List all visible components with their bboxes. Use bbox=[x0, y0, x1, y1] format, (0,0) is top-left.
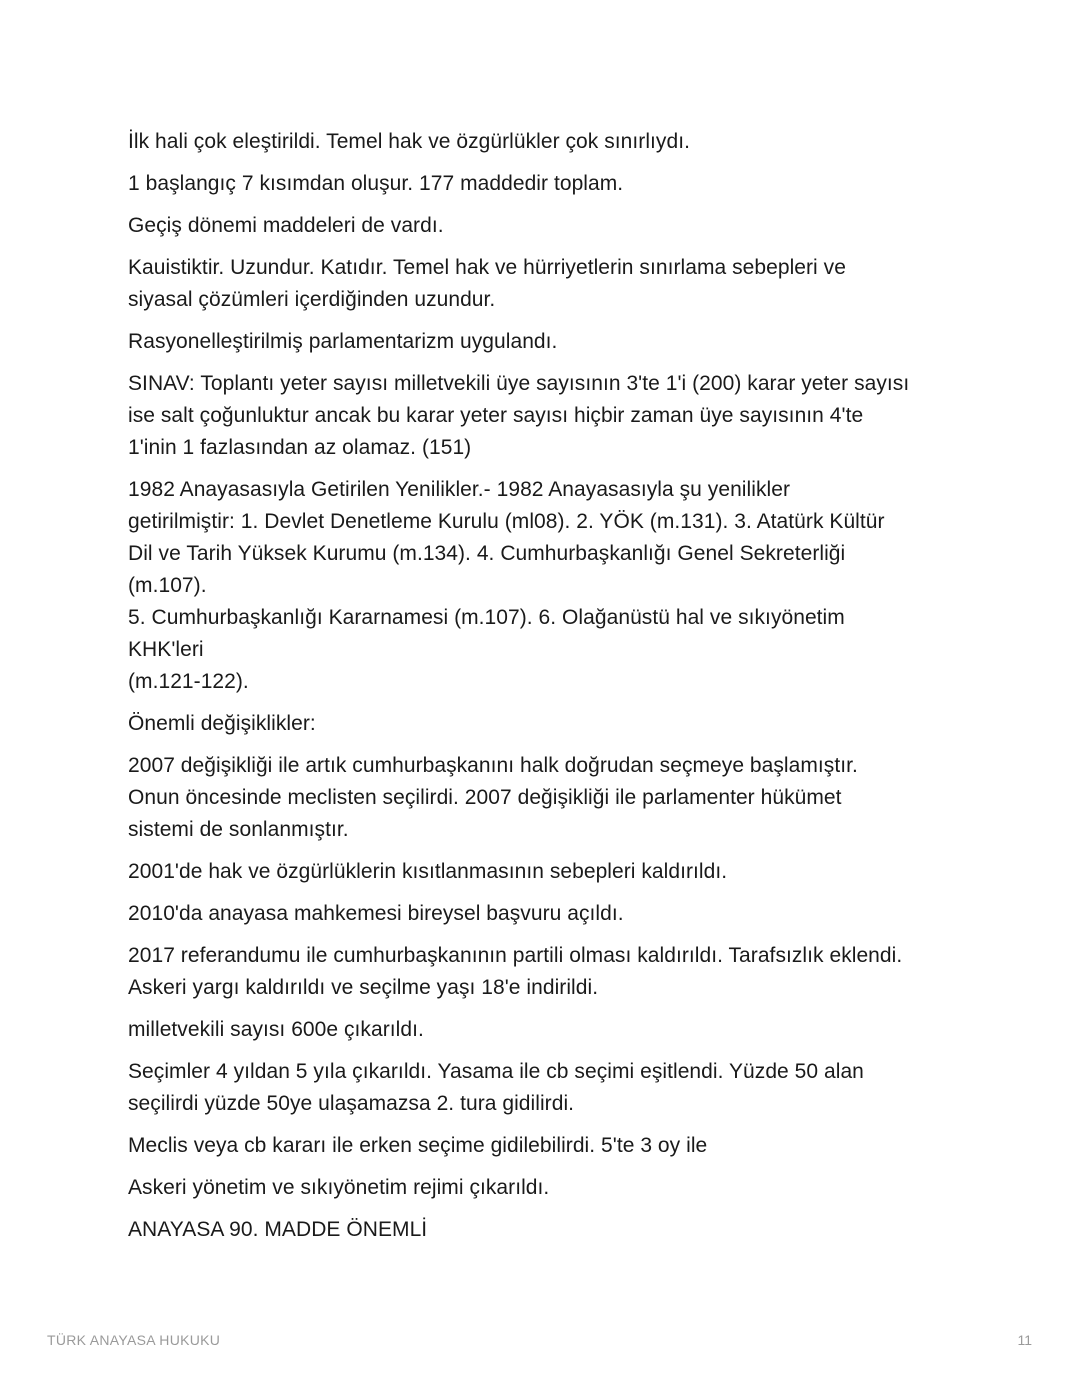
text-line: Meclis veya cb kararı ile erken seçime gidilebilirdi. 5'te 3 oy ile bbox=[128, 1134, 708, 1157]
paragraph bbox=[128, 168, 958, 200]
text-line: Dil ve Tarih Yüksek Kurumu (m.134). 4. Cumhurbaşkanlığı Genel Sekreterliği bbox=[128, 542, 846, 565]
paragraph bbox=[128, 940, 958, 1004]
text-line: 1982 Anayasasıyla Getirilen Yenilikler.- 1982 Anayasasıyla şu yenilikler bbox=[128, 478, 790, 501]
text-line: milletvekili sayısı 600e çıkarıldı. bbox=[128, 1018, 424, 1041]
section-heading bbox=[128, 708, 958, 740]
text-line: Seçimler 4 yıldan 5 yıla çıkarıldı. Yasama ile cb seçimi eşitlendi. Yüzde 50 alan bbox=[128, 1060, 864, 1083]
text-line: 1 başlangıç 7 kısımdan oluşur. 177 maddedir toplam. bbox=[128, 172, 624, 195]
text-line: getirilmiştir: 1. Devlet Denetleme Kurulu (ml08). 2. YÖK (m.131). 3. Atatürk Kültür bbox=[128, 510, 885, 533]
paragraph bbox=[128, 252, 958, 316]
footer-title: TÜRK ANAYASA HUKUKU bbox=[47, 1332, 221, 1348]
paragraph bbox=[128, 126, 958, 158]
text-line: 2007 değişikliği ile artık cumhurbaşkanını halk doğrudan seçmeye başlamıştır. bbox=[128, 754, 858, 777]
text-line: sistemi de sonlanmıştır. bbox=[128, 818, 349, 841]
text-line: ise salt çoğunluktur ancak bu karar yeter sayısı hiçbir zaman üye sayısının 4'te bbox=[128, 404, 864, 427]
text-line: 5. Cumhurbaşkanlığı Kararnamesi (m.107). 6. Olağanüstü hal ve sıkıyönetim bbox=[128, 606, 845, 629]
text-line: Askeri yönetim ve sıkıyönetim rejimi çıkarıldı. bbox=[128, 1176, 550, 1199]
text-line: 2017 referandumu ile cumhurbaşkanının partili olması kaldırıldı. Tarafsızlık eklendi. bbox=[128, 944, 903, 967]
paragraph bbox=[128, 1172, 958, 1204]
paragraph bbox=[128, 326, 958, 358]
text-line: 2010'da anayasa mahkemesi bireysel başvuru açıldı. bbox=[128, 902, 624, 925]
paragraph bbox=[128, 210, 958, 242]
text-line: SINAV: Toplantı yeter sayısı milletvekili üye sayısının 3'te 1'i (200) karar yeter sayısı bbox=[128, 372, 910, 395]
text-line: Askeri yargı kaldırıldı ve seçilme yaşı 18'e indirildi. bbox=[128, 976, 599, 999]
text-line: Onun öncesinde meclisten seçilirdi. 2007 değişikliği ile parlamenter hükümet bbox=[128, 786, 842, 809]
paragraph bbox=[128, 1214, 958, 1246]
text-line: Kauistiktir. Uzundur. Katıdır. Temel hak ve hürriyetlerin sınırlama sebepleri ve bbox=[128, 256, 846, 279]
paragraph bbox=[128, 1130, 958, 1162]
text-line: ANAYASA 90. MADDE ÖNEMLİ bbox=[128, 1218, 428, 1241]
text-line: seçilirdi yüzde 50ye ulaşamazsa 2. tura gidilirdi. bbox=[128, 1092, 575, 1115]
text-line: (m.121-122). bbox=[128, 670, 249, 693]
text-line: İlk hali çok eleştirildi. Temel hak ve özgürlükler çok sınırlıydı. bbox=[128, 130, 690, 153]
paragraph bbox=[128, 898, 958, 930]
paragraph bbox=[128, 1014, 958, 1046]
text-line: KHK'leri bbox=[128, 638, 204, 661]
text-line: Geçiş dönemi maddeleri de vardı. bbox=[128, 214, 444, 237]
page-number: 11 bbox=[1017, 1332, 1032, 1348]
text-line: Önemli değişiklikler: bbox=[128, 712, 316, 735]
exam-note-paragraph bbox=[128, 368, 958, 464]
text-line: Rasyonelleştirilmiş parlamentarizm uygulandı. bbox=[128, 330, 558, 353]
text-line: 2001'de hak ve özgürlüklerin kısıtlanmasının sebepleri kaldırıldı. bbox=[128, 860, 728, 883]
innovations-paragraph bbox=[128, 474, 958, 698]
paragraph bbox=[128, 750, 958, 846]
text-line: siyasal çözümleri içerdiğinden uzundur. bbox=[128, 288, 496, 311]
paragraph bbox=[128, 856, 958, 888]
paragraph bbox=[128, 1056, 958, 1120]
text-line: 1'inin 1 fazlasından az olamaz. (151) bbox=[128, 436, 472, 459]
page-body bbox=[128, 126, 958, 1256]
text-line: (m.107). bbox=[128, 574, 207, 597]
